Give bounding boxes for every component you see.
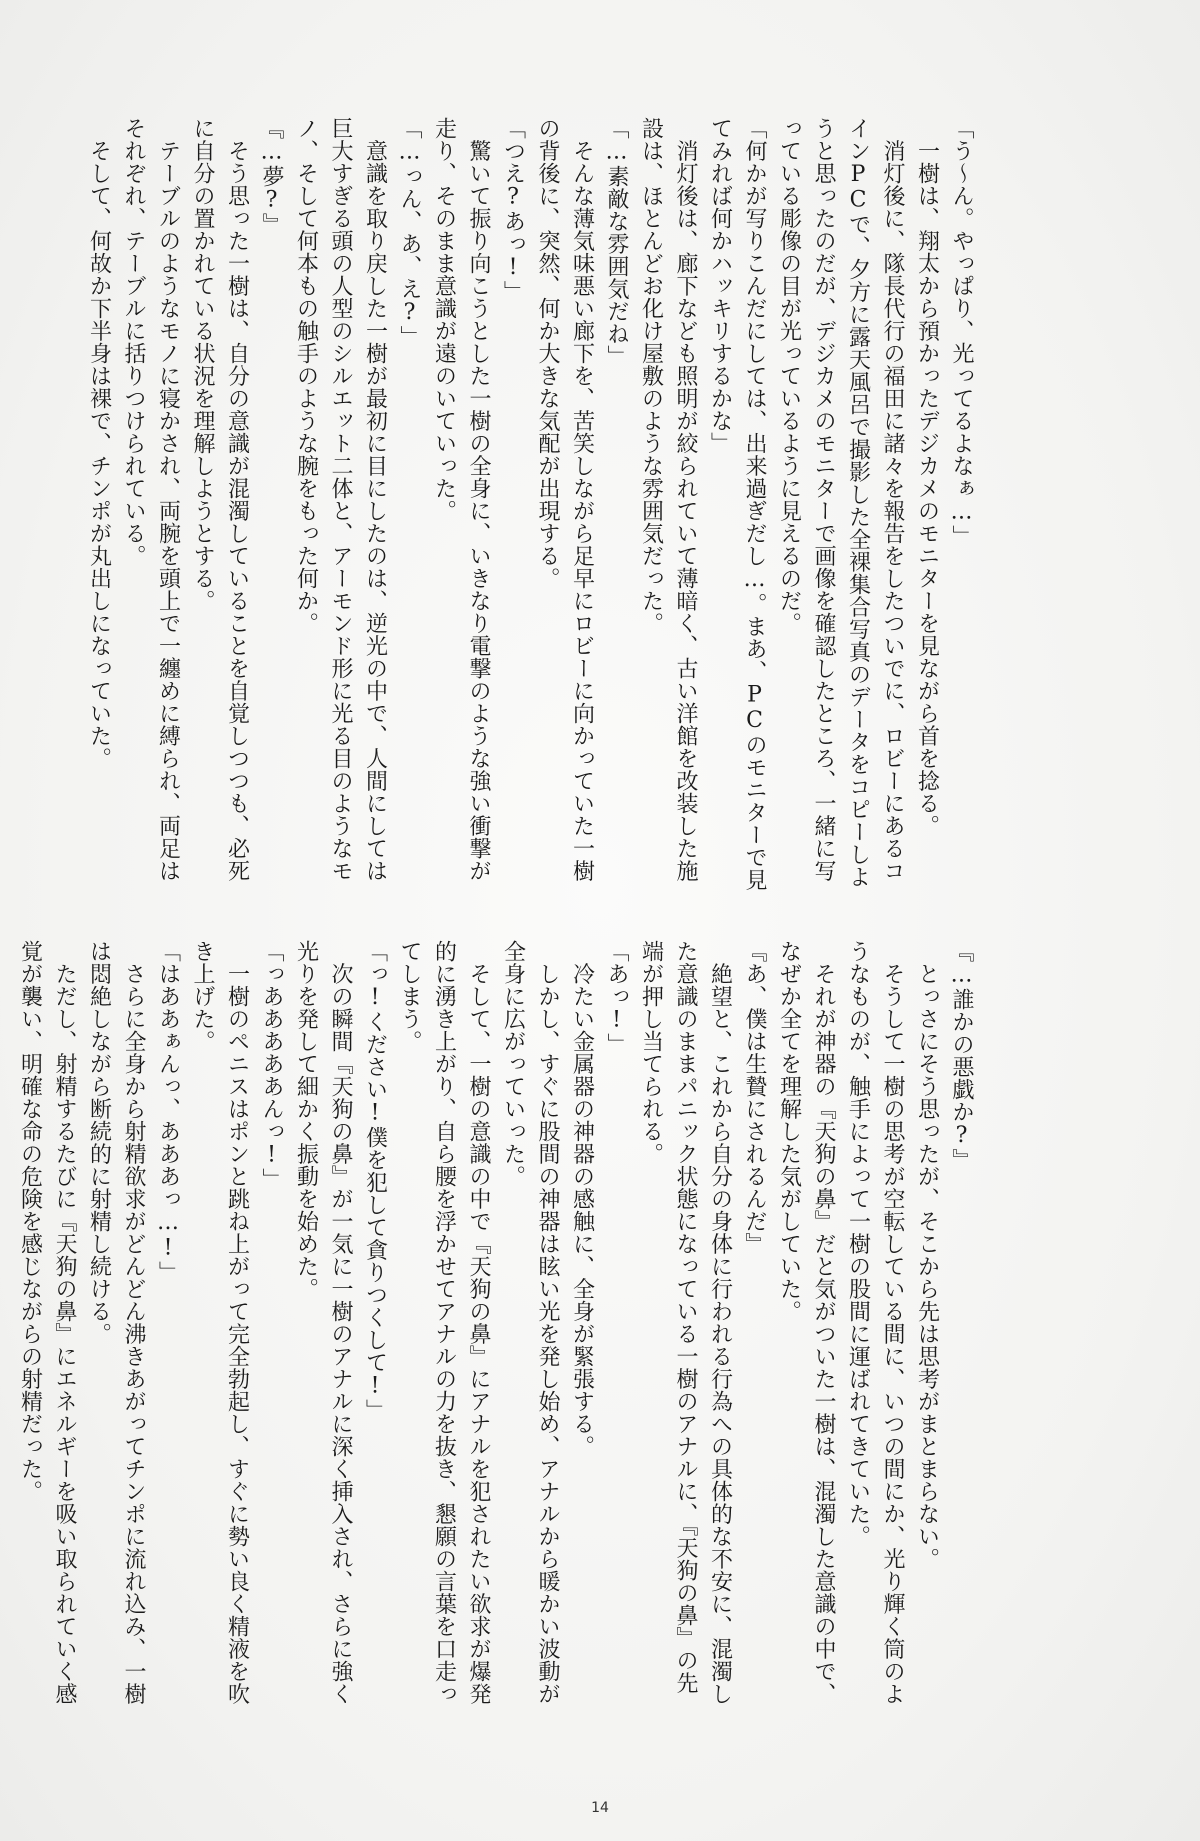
text-line: っている彫像の目が光っているように見えるのだ。 [776, 117, 802, 635]
text-line: テーブルのようなモノに寝かされ、両腕を頭上で一纏めに縛られ、両足は [155, 117, 181, 882]
text-line: うと思ったのだが、デジカメのモニターで画像を確認したところ、一緒に写 [811, 117, 836, 882]
text-line: 「っ!ください!僕を犯して貪りつくして!」 [362, 940, 388, 1422]
text-line: そんな薄気味悪い廊下を、苦笑しながら足早にロビーに向かっていた一樹 [569, 117, 595, 882]
text-line: 『あ、僕は生贄にされるんだ』 [742, 940, 767, 1255]
text-line: 消灯後に、隊長代行の福田に諸々を報告をしたついでに、ロビーにあるコ [880, 117, 905, 882]
text-line: 覚が襲い、明確な命の危険を感じながらの射精だった。 [17, 940, 43, 1503]
text-line: 「っあああああんっ!」 [259, 940, 284, 1191]
text-line: 『…夢?』 [259, 117, 284, 236]
text-line: なぜか全てを理解した気がしていた。 [776, 940, 802, 1323]
text-line: とっさにそう思ったが、そこから先は思考がまとまらない。 [914, 940, 940, 1570]
text-line: しかし、すぐに股間の神器は眩い光を発し始め、アナルから暖かい波動が [535, 940, 560, 1705]
text-line: 設は、ほとんどお化け屋敷のような雰囲気だった。 [638, 117, 664, 635]
text-line: に自分の置かれている状況を理解しようとする。 [190, 117, 215, 612]
text-line: 的に湧き上がり、自ら腰を浮かせてアナルの力を抜き、懇願の言葉を口走っ [431, 940, 457, 1705]
text-line: さらに全身から射精欲求がどんどん沸きあがってチンポに流れ込み、一樹 [121, 940, 146, 1705]
text-line: 絶望と、これから自分の身体に行われる行為への具体的な不安に、混濁し [707, 940, 733, 1705]
text-line: た意識のままパニック状態になっている一樹のアナルに、『天狗の鼻』の先 [673, 940, 698, 1694]
text-line: 光りを発して細かく振動を始めた。 [293, 940, 319, 1300]
text-line: てしまう。 [397, 940, 422, 1053]
lower-text-block [12, 940, 978, 1705]
text-line: うなものが、触手によって一樹の股間に運ばれてきていた。 [845, 940, 871, 1548]
text-line: 端が押し当てられる。 [638, 940, 664, 1165]
text-line: 巨大すぎる頭の人型のシルエット二体と、アーモンド形に光る目のようなモ [328, 117, 353, 882]
text-line: てみれば何かハッキリするかな」 [707, 117, 733, 455]
text-line: 「つえ?あっ!」 [500, 117, 526, 303]
text-line: 冷たい金属器の神器の感触に、全身が緊張する。 [569, 940, 595, 1458]
text-line: 一樹は、翔太から預かったデジカメのモニターを見ながら首を捻る。 [914, 117, 940, 837]
text-line: 一樹のペニスはポンと跳ね上がって完全勃起し、すぐに勢い良く精液を吹 [224, 940, 250, 1705]
text-line: 『…誰かの悪戯か?』 [949, 940, 974, 1171]
text-line: そう思った一樹は、自分の意識が混濁していることを自覚しつつも、必死 [224, 117, 250, 882]
text-line: そうして一樹の思考が空転している間に、いつの間にか、光り輝く筒のよ [880, 940, 905, 1705]
text-line: ただし、射精するたびに『天狗の鼻』にエネルギーを吸い取られていく感 [52, 940, 77, 1705]
text-line: それが神器の『天狗の鼻』だと気がついた一樹は、混濁した意識の中で、 [811, 940, 836, 1705]
text-line: き上げた。 [190, 940, 215, 1053]
text-line: 次の瞬間『天狗の鼻』が一気に一樹のアナルに深く挿入され、さらに強く [328, 940, 353, 1705]
text-line: 「…っん、あ、え?」 [397, 117, 422, 348]
text-line: 走り、そのまま意識が遠のいていった。 [431, 117, 457, 522]
text-line: 意識を取り戻した一樹が最初に目にしたのは、逆光の中で、人間にしては [362, 117, 388, 882]
text-line: は悶絶しながら断続的に射精し続ける。 [86, 940, 112, 1345]
text-line: 驚いて振り向こうとした一樹の全身に、いきなり電撃のような強い衝撃が [466, 117, 491, 882]
text-line: の背後に、突然、何か大きな気配が出現する。 [535, 117, 560, 590]
text-line: そして、何故か下半身は裸で、チンポが丸出しになっていた。 [86, 117, 112, 770]
upper-text-block [81, 117, 978, 891]
text-line: それぞれ、テーブルに括りつけられている。 [121, 117, 146, 567]
text-line: 「あっ!」 [604, 940, 629, 1056]
text-line: 「はああぁんっ、あああっ…!」 [155, 940, 181, 1284]
text-line: 全身に広がっていった。 [500, 940, 526, 1188]
page-number: 14 [591, 1800, 609, 1816]
text-line: インPCで、夕方に露天風呂で撮影した全裸集合写真のデータをコピーしよ [845, 117, 871, 888]
text-line: ノ、そして何本もの触手のような腕をもった何か。 [293, 117, 319, 635]
text-line: 「何かが写りこんだにしては、出来過ぎだし…。まあ、PCのモニターで見 [742, 117, 767, 891]
text-line: 「う〜ん。やっぱり、光ってるよなぁ…」 [949, 117, 974, 548]
text-line: そして、一樹の意識の中で『天狗の鼻』にアナルを犯されたい欲求が爆発 [466, 940, 491, 1705]
text-line: 「…素敵な雰囲気だね」 [604, 117, 629, 368]
text-line: 消灯後は、廊下なども照明が絞られていて薄暗く、古い洋館を改装した施 [673, 117, 698, 882]
